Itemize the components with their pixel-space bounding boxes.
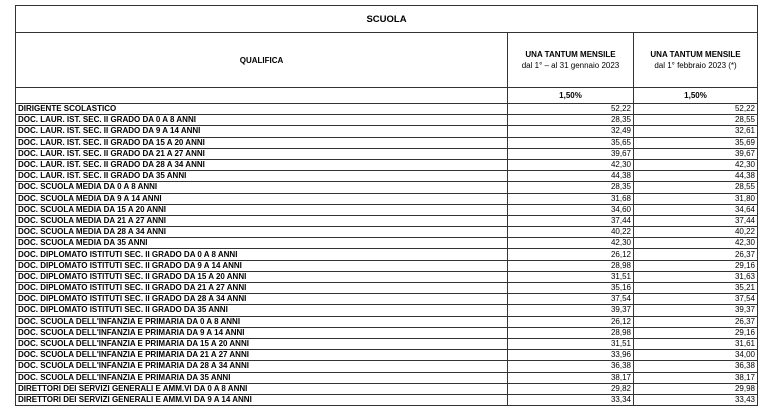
percent-gennaio: 1,50% [508, 88, 634, 104]
table-row [16, 394, 758, 405]
table-row [16, 327, 758, 338]
value-gennaio-cell: 34,60 [508, 204, 634, 215]
qualifica-cell: DOC. SCUOLA DELL'INFANZIA E PRIMARIA DA 0 A 8 ANNI [16, 316, 508, 327]
value-gennaio-cell: 44,38 [508, 171, 634, 182]
qualifica-cell: DOC. SCUOLA DELL'INFANZIA E PRIMARIA DA 28 A 34 ANNI [16, 361, 508, 372]
table-row [16, 193, 758, 204]
qualifica-cell: DOC. SCUOLA MEDIA DA 28 A 34 ANNI [16, 227, 508, 238]
qualifica-cell: DOC. LAUR. IST. SEC. II GRADO DA 15 A 20 ANNI [16, 137, 508, 148]
value-febbraio-cell: 35,69 [634, 137, 758, 148]
table-row [16, 104, 758, 115]
qualifica-cell: DOC. DIPLOMATO ISTITUTI SEC. II GRADO DA 0 A 8 ANNI [16, 249, 508, 260]
table-row [16, 383, 758, 394]
table-row [16, 294, 758, 305]
qualifica-cell: DOC. SCUOLA DELL'INFANZIA E PRIMARIA DA 35 ANNI [16, 372, 508, 383]
table-row [16, 227, 758, 238]
qualifica-cell: DOC. SCUOLA DELL'INFANZIA E PRIMARIA DA 9 A 14 ANNI [16, 327, 508, 338]
value-gennaio-cell: 35,16 [508, 283, 634, 294]
value-gennaio-cell: 52,22 [508, 104, 634, 115]
percent-row [16, 88, 758, 104]
value-febbraio-cell: 39,67 [634, 148, 758, 159]
header-row [16, 33, 758, 88]
table-row [16, 305, 758, 316]
table-row [16, 204, 758, 215]
column-header-gennaio-line2: dal 1° – al 31 gennaio 2023 [521, 61, 620, 70]
value-febbraio-cell: 28,55 [634, 115, 758, 126]
document-page [15, 5, 757, 406]
qualifica-cell: DOC. LAUR. IST. SEC. II GRADO DA 9 A 14 ANNI [16, 126, 508, 137]
table-row [16, 316, 758, 327]
value-gennaio-cell: 39,67 [508, 148, 634, 159]
table-row [16, 260, 758, 271]
value-gennaio-cell: 28,98 [508, 327, 634, 338]
value-gennaio-cell: 42,30 [508, 238, 634, 249]
qualifica-cell: DOC. LAUR. IST. SEC. II GRADO DA 21 A 27 ANNI [16, 148, 508, 159]
column-header-gennaio [508, 33, 634, 88]
value-gennaio-cell: 33,34 [508, 394, 634, 405]
column-header-febbraio-line1: UNA TANTUM MENSILE [650, 50, 741, 59]
value-gennaio-cell: 28,35 [508, 182, 634, 193]
title-row [16, 6, 758, 33]
value-gennaio-cell: 38,17 [508, 372, 634, 383]
value-febbraio-cell: 26,37 [634, 316, 758, 327]
qualifica-cell: DOC. LAUR. IST. SEC. II GRADO DA 28 A 34 ANNI [16, 159, 508, 170]
value-gennaio-cell: 42,30 [508, 159, 634, 170]
value-febbraio-cell: 52,22 [634, 104, 758, 115]
value-febbraio-cell: 28,55 [634, 182, 758, 193]
table-row [16, 338, 758, 349]
value-febbraio-cell: 34,00 [634, 350, 758, 361]
value-gennaio-cell: 37,44 [508, 215, 634, 226]
qualifica-cell: DIRETTORI DEI SERVIZI GENERALI E AMM.VI DA 0 A 8 ANNI [16, 383, 508, 394]
value-gennaio-cell: 40,22 [508, 227, 634, 238]
value-gennaio-cell: 36,38 [508, 361, 634, 372]
qualifica-cell: DOC. SCUOLA MEDIA DA 35 ANNI [16, 238, 508, 249]
value-febbraio-cell: 29,98 [634, 383, 758, 394]
value-gennaio-cell: 39,37 [508, 305, 634, 316]
value-gennaio-cell: 28,35 [508, 115, 634, 126]
value-febbraio-cell: 26,37 [634, 249, 758, 260]
table-row [16, 238, 758, 249]
qualifica-cell: DOC. SCUOLA DELL'INFANZIA E PRIMARIA DA 15 A 20 ANNI [16, 338, 508, 349]
qualifica-cell: DOC. SCUOLA MEDIA DA 9 A 14 ANNI [16, 193, 508, 204]
table-row [16, 361, 758, 372]
value-gennaio-cell: 31,51 [508, 338, 634, 349]
table-row [16, 148, 758, 159]
table-row [16, 249, 758, 260]
value-gennaio-cell: 26,12 [508, 316, 634, 327]
value-febbraio-cell: 32,61 [634, 126, 758, 137]
value-febbraio-cell: 35,21 [634, 283, 758, 294]
value-febbraio-cell: 42,30 [634, 159, 758, 170]
value-febbraio-cell: 37,44 [634, 215, 758, 226]
percent-label [16, 88, 508, 104]
qualifica-cell: DOC. SCUOLA MEDIA DA 15 A 20 ANNI [16, 204, 508, 215]
qualifica-cell: DOC. SCUOLA MEDIA DA 21 A 27 ANNI [16, 215, 508, 226]
table-title: SCUOLA [16, 6, 758, 33]
value-febbraio-cell: 31,63 [634, 271, 758, 282]
qualifica-cell: DOC. LAUR. IST. SEC. II GRADO DA 35 ANNI [16, 171, 508, 182]
table-row [16, 115, 758, 126]
value-febbraio-cell: 39,37 [634, 305, 758, 316]
table-row [16, 271, 758, 282]
table-row [16, 126, 758, 137]
column-header-febbraio-line2: dal 1° febbraio 2023 (*) [654, 61, 737, 70]
column-header-qualifica: QUALIFICA [16, 33, 508, 88]
value-febbraio-cell: 29,16 [634, 260, 758, 271]
table-row [16, 171, 758, 182]
qualifica-cell: DOC. LAUR. IST. SEC. II GRADO DA 0 A 8 ANNI [16, 115, 508, 126]
table-row [16, 350, 758, 361]
value-gennaio-cell: 26,12 [508, 249, 634, 260]
una-tantum-table [15, 5, 758, 406]
qualifica-cell: DOC. DIPLOMATO ISTITUTI SEC. II GRADO DA 35 ANNI [16, 305, 508, 316]
table-row [16, 283, 758, 294]
qualifica-cell: DOC. SCUOLA DELL'INFANZIA E PRIMARIA DA 21 A 27 ANNI [16, 350, 508, 361]
value-gennaio-cell: 32,49 [508, 126, 634, 137]
column-header-gennaio-line1: UNA TANTUM MENSILE [525, 50, 616, 59]
table-row [16, 372, 758, 383]
value-febbraio-cell: 31,80 [634, 193, 758, 204]
value-febbraio-cell: 42,30 [634, 238, 758, 249]
value-gennaio-cell: 29,82 [508, 383, 634, 394]
value-febbraio-cell: 44,38 [634, 171, 758, 182]
table-row [16, 215, 758, 226]
qualifica-cell: DIRETTORI DEI SERVIZI GENERALI E AMM.VI DA 9 A 14 ANNI [16, 394, 508, 405]
qualifica-cell: DOC. DIPLOMATO ISTITUTI SEC. II GRADO DA 9 A 14 ANNI [16, 260, 508, 271]
table-row [16, 182, 758, 193]
value-febbraio-cell: 29,16 [634, 327, 758, 338]
value-gennaio-cell: 33,96 [508, 350, 634, 361]
value-gennaio-cell: 37,54 [508, 294, 634, 305]
table-row [16, 137, 758, 148]
value-febbraio-cell: 33,43 [634, 394, 758, 405]
value-gennaio-cell: 35,65 [508, 137, 634, 148]
qualifica-cell: DOC. DIPLOMATO ISTITUTI SEC. II GRADO DA 21 A 27 ANNI [16, 283, 508, 294]
qualifica-cell: DOC. SCUOLA MEDIA DA 0 A 8 ANNI [16, 182, 508, 193]
value-febbraio-cell: 37,54 [634, 294, 758, 305]
qualifica-cell: DOC. DIPLOMATO ISTITUTI SEC. II GRADO DA 15 A 20 ANNI [16, 271, 508, 282]
value-gennaio-cell: 28,98 [508, 260, 634, 271]
qualifica-cell: DOC. DIPLOMATO ISTITUTI SEC. II GRADO DA 28 A 34 ANNI [16, 294, 508, 305]
value-gennaio-cell: 31,68 [508, 193, 634, 204]
value-febbraio-cell: 40,22 [634, 227, 758, 238]
percent-febbraio: 1,50% [634, 88, 758, 104]
column-header-febbraio [634, 33, 758, 88]
value-febbraio-cell: 34,64 [634, 204, 758, 215]
table-row [16, 159, 758, 170]
value-febbraio-cell: 36,38 [634, 361, 758, 372]
value-gennaio-cell: 31,51 [508, 271, 634, 282]
value-febbraio-cell: 38,17 [634, 372, 758, 383]
value-febbraio-cell: 31,61 [634, 338, 758, 349]
qualifica-cell: DIRIGENTE SCOLASTICO [16, 104, 508, 115]
